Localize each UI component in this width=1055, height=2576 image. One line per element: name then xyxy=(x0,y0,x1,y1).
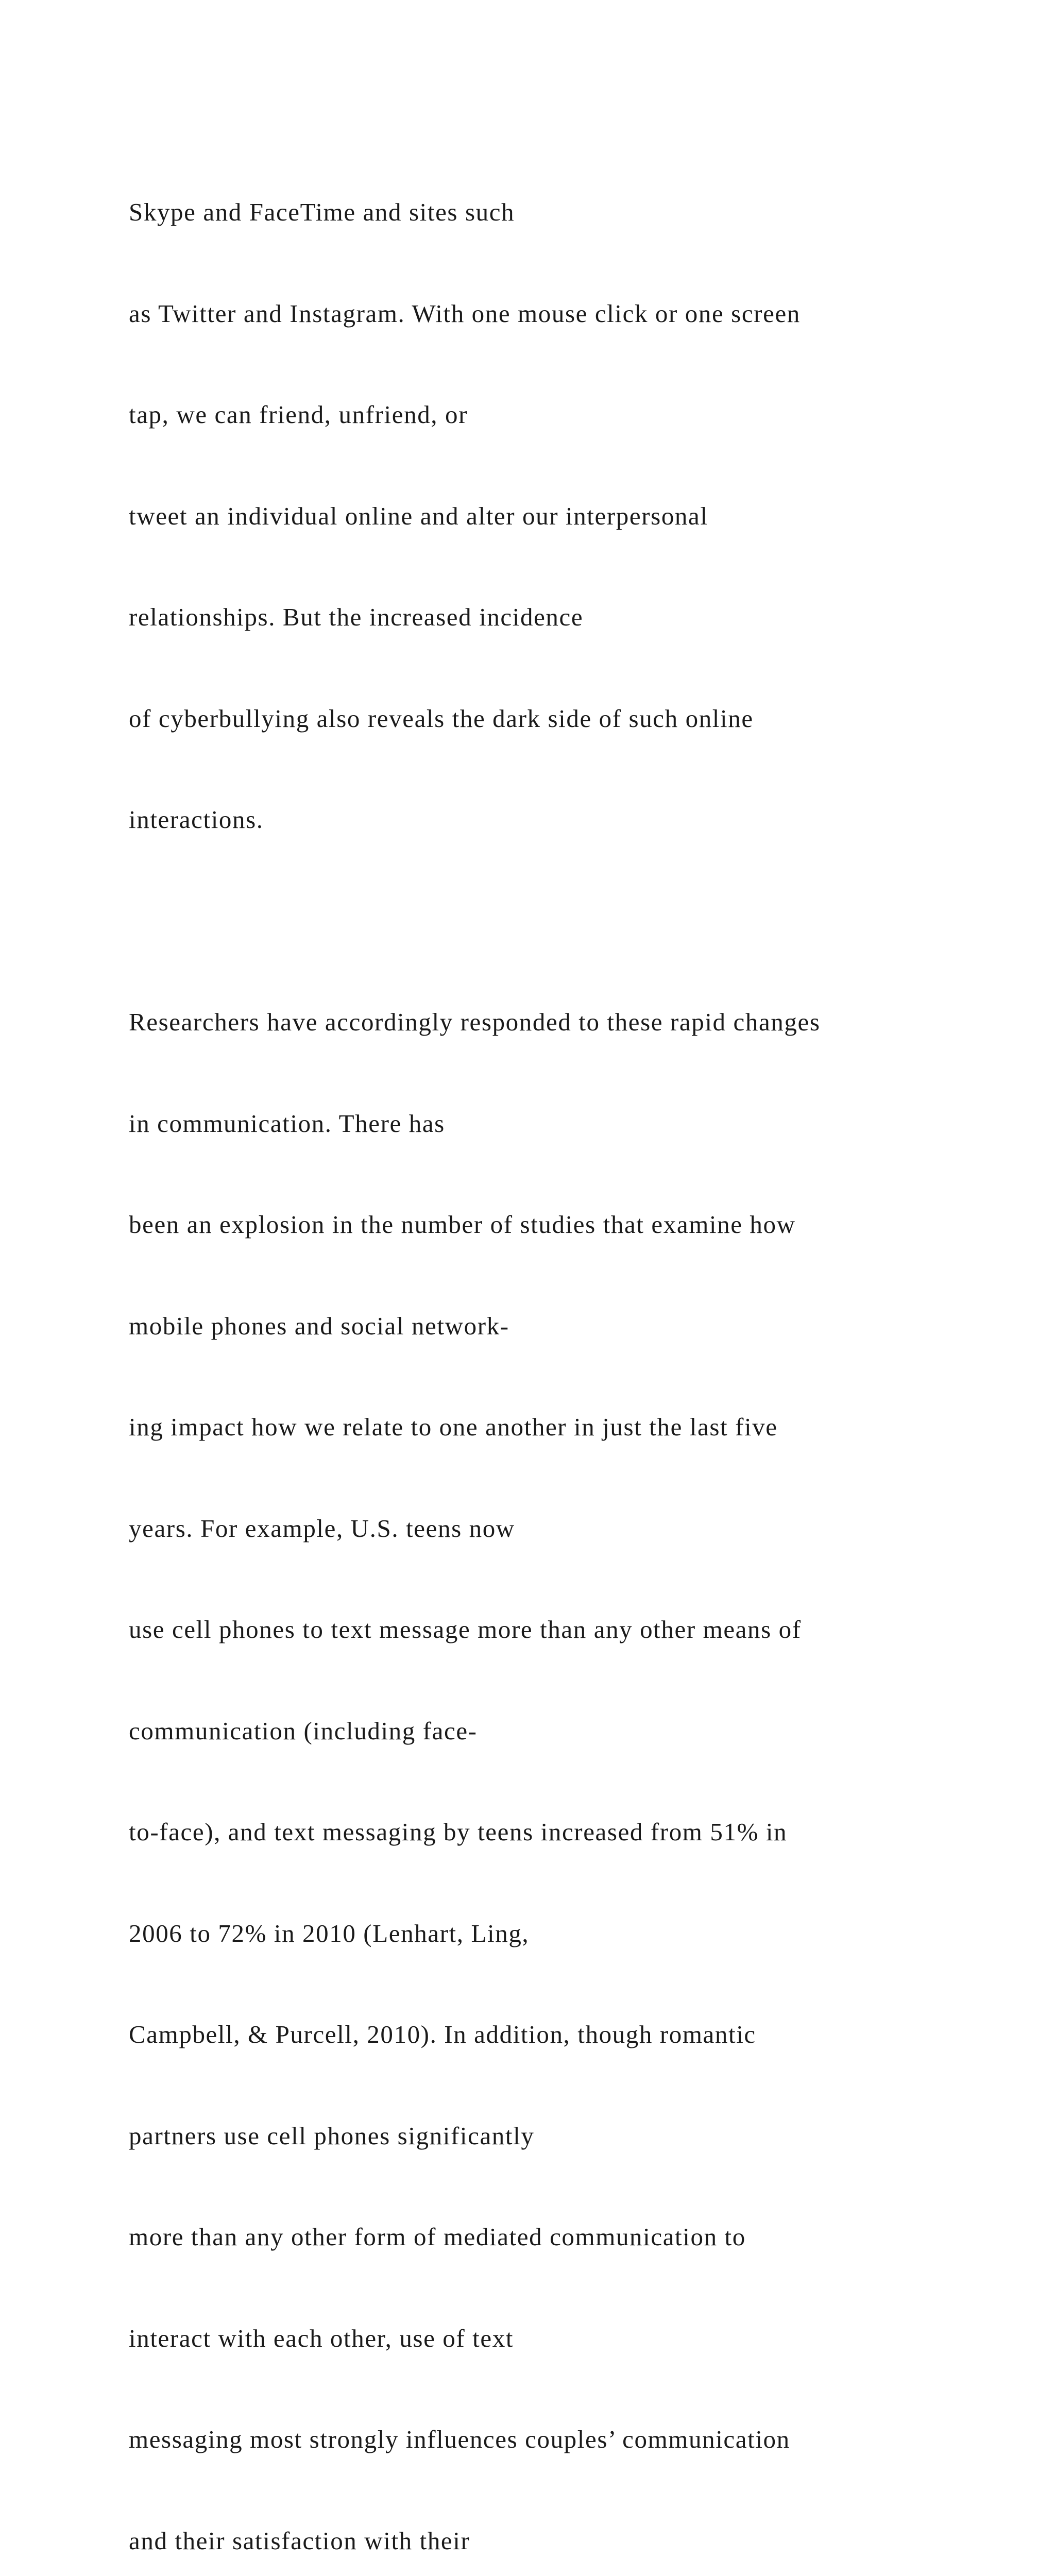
document-body-text xyxy=(129,128,1046,2576)
text-line: interact with each other, use of text xyxy=(129,2324,514,2352)
text-line: in communication. There has xyxy=(129,1109,445,1138)
text-line: tap, we can friend, unfriend, or xyxy=(129,400,468,429)
text-line: Researchers have accordingly responded to these rapid changes xyxy=(129,1008,821,1036)
text-line: to-face), and text messaging by teens increased from 51% in xyxy=(129,1818,788,1846)
text-line: relationships. But the increased incidence xyxy=(129,603,584,631)
blank-line xyxy=(129,904,1046,938)
text-line: as Twitter and Instagram. With one mouse click or one screen xyxy=(129,299,801,328)
text-line: interactions. xyxy=(129,805,264,834)
text-line: and their satisfaction with their xyxy=(129,2526,470,2555)
text-line: ing impact how we relate to one another in just the last five xyxy=(129,1413,778,1441)
text-line: communication (including face- xyxy=(129,1716,478,1745)
text-line: been an explosion in the number of studies that examine how xyxy=(129,1210,796,1239)
text-line: Skype and FaceTime and sites such xyxy=(129,198,515,226)
text-line: mobile phones and social network- xyxy=(129,1311,509,1340)
text-line: tweet an individual online and alter our interpersonal xyxy=(129,501,708,530)
text-line: years. For example, U.S. teens now xyxy=(129,1514,515,1543)
text-line: use cell phones to text message more than any other means of xyxy=(129,1615,802,1643)
text-line: 2006 to 72% in 2010 (Lenhart, Ling, xyxy=(129,1919,530,1947)
text-line: partners use cell phones significantly xyxy=(129,2121,535,2150)
text-line: more than any other form of mediated communication to xyxy=(129,2223,746,2251)
text-line: of cyberbullying also reveals the dark side of such online xyxy=(129,704,754,733)
text-line: Campbell, & Purcell, 2010). In addition, though romantic xyxy=(129,2020,756,2048)
text-line: messaging most strongly influences couples’ communication xyxy=(129,2425,790,2453)
